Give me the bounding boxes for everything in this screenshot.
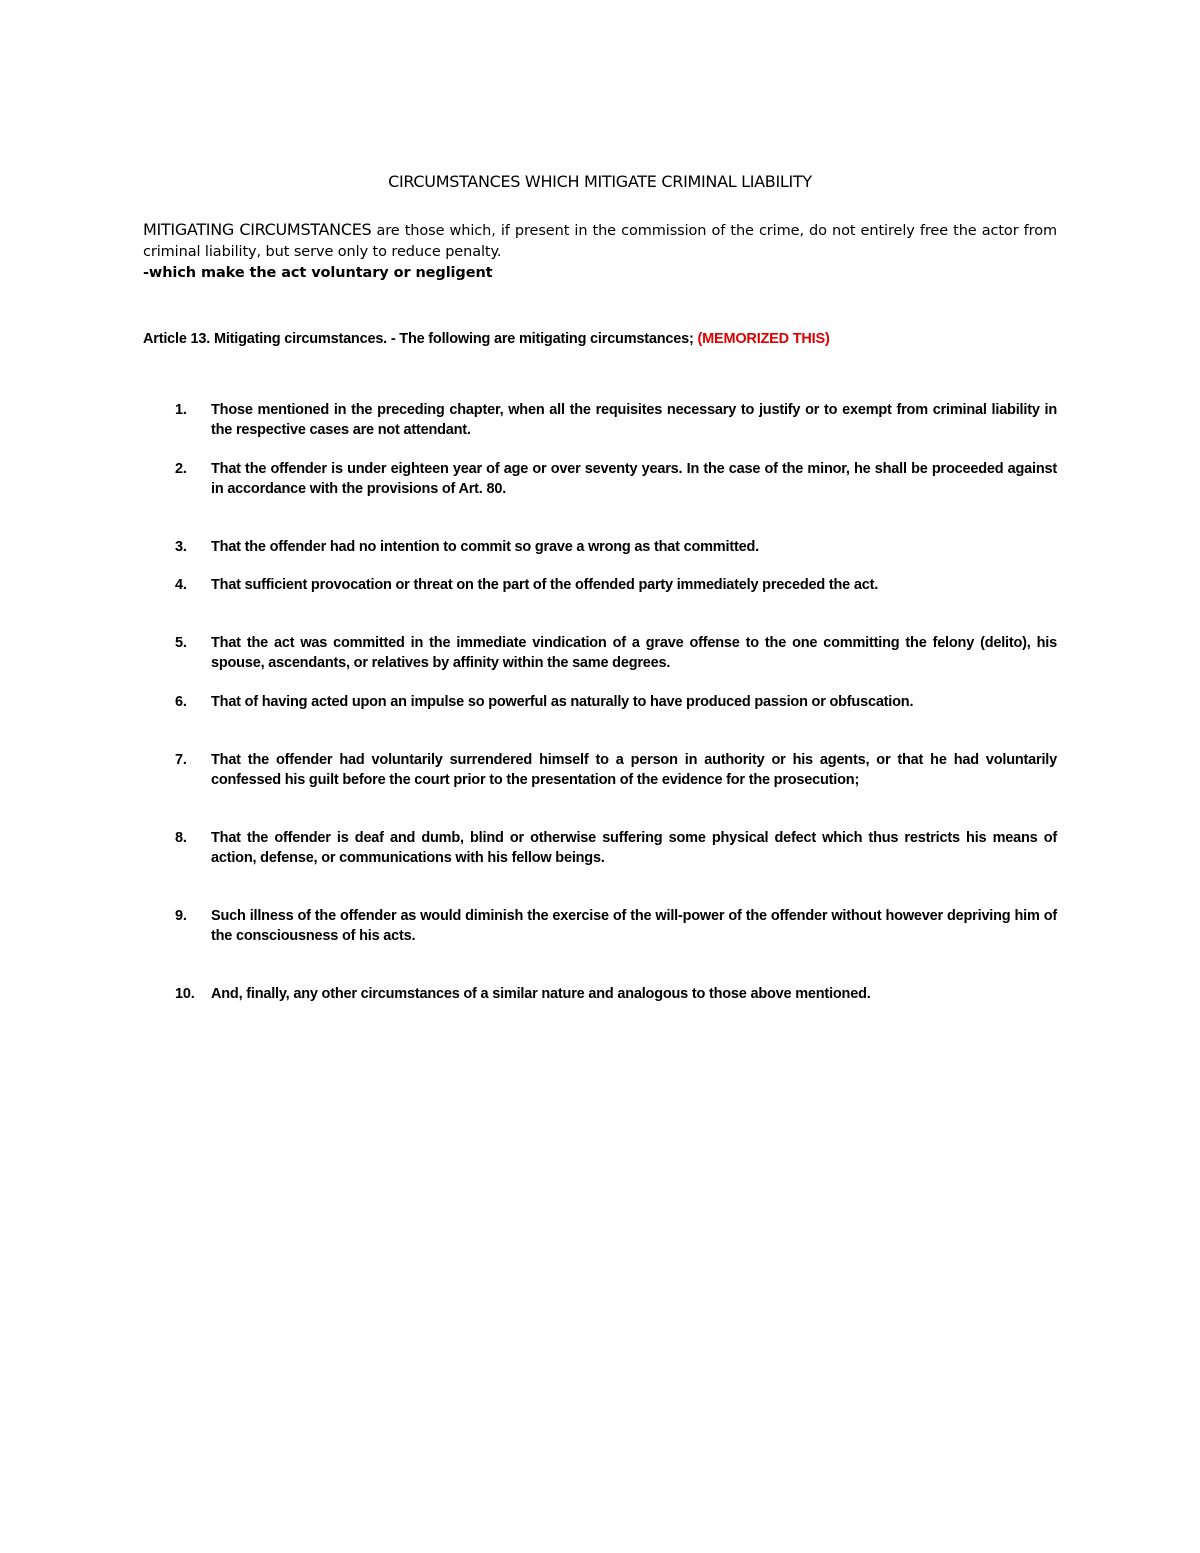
list-item-text: That the act was committed in the immediate vindication of a grave offense to the one committing the felony (delito), his spouse, ascendants, or relatives by affinity within the same degrees. <box>211 635 1057 671</box>
list-item-text: That sufficient provocation or threat on the part of the offended party immediately preceded the act. <box>211 577 879 593</box>
list-item-number: 5. <box>175 635 187 651</box>
list-item-number: 3. <box>175 539 187 555</box>
list-item-text: Those mentioned in the preceding chapter, when all the requisites necessary to justify or to exempt from criminal liability in the respective cases are not attendant. <box>211 402 1057 438</box>
article-heading-text: Article 13. Mitigating circumstances. - The following are mitigating circumstances; <box>143 331 698 347</box>
list-item-number: 7. <box>175 752 187 768</box>
list-item-number: 1. <box>175 402 187 418</box>
list-item <box>143 906 1057 946</box>
list-item-text: That the offender is under eighteen year of age or over seventy years. In the case of the minor, he shall be proceeded against in accordance with the provisions of Art. 80. <box>211 461 1057 497</box>
list-item <box>143 400 1057 440</box>
list-item-text: That the offender had voluntarily surrendered himself to a person in authority or his agents, or that he had voluntarily confessed his guilt before the court prior to the presentation of the evidence for the prosecution; <box>211 752 1057 788</box>
list-item-text: Such illness of the offender as would diminish the exercise of the will-power of the offender without however depriving him of the consciousness of his acts. <box>211 908 1057 944</box>
list-item-text: And, finally, any other circumstances of a similar nature and analogous to those above mentioned. <box>211 986 871 1002</box>
list-item <box>143 692 1057 712</box>
list-item-number: 6. <box>175 694 187 710</box>
list-item <box>143 633 1057 673</box>
list-item-number: 10. <box>175 986 195 1002</box>
list-item-text: That of having acted upon an impulse so powerful as naturally to have produced passion or obfuscation. <box>211 694 914 710</box>
document-title: CIRCUMSTANCES WHICH MITIGATE CRIMINAL LIABILITY <box>388 172 812 191</box>
list-item-text: That the offender is deaf and dumb, blind or otherwise suffering some physical defect which thus restricts his means of action, defense, or communications with his fellow beings. <box>211 830 1057 866</box>
list-item-number: 8. <box>175 830 187 846</box>
definition-note: -which make the act voluntary or negligent <box>143 265 493 281</box>
list-item <box>143 828 1057 868</box>
definition-paragraph <box>143 219 1057 284</box>
article-heading <box>143 331 1057 347</box>
list-item <box>143 537 1057 557</box>
definition-term: MITIGATING CIRCUMSTANCES <box>143 220 372 239</box>
list-item <box>143 575 1057 595</box>
list-item <box>143 750 1057 790</box>
list-item-number: 9. <box>175 908 187 924</box>
list-item-text: That the offender had no intention to commit so grave a wrong as that committed. <box>211 539 759 555</box>
list-item <box>143 984 1057 1004</box>
memorize-note: (MEMORIZED THIS) <box>697 331 830 347</box>
list-item-number: 4. <box>175 577 187 593</box>
list-item <box>143 459 1057 499</box>
definition-text: are those which, if present in the commission of the crime, do not entirely free the actor from criminal liability, but serve only to reduce penalty. <box>143 223 1057 260</box>
list-item-number: 2. <box>175 461 187 477</box>
